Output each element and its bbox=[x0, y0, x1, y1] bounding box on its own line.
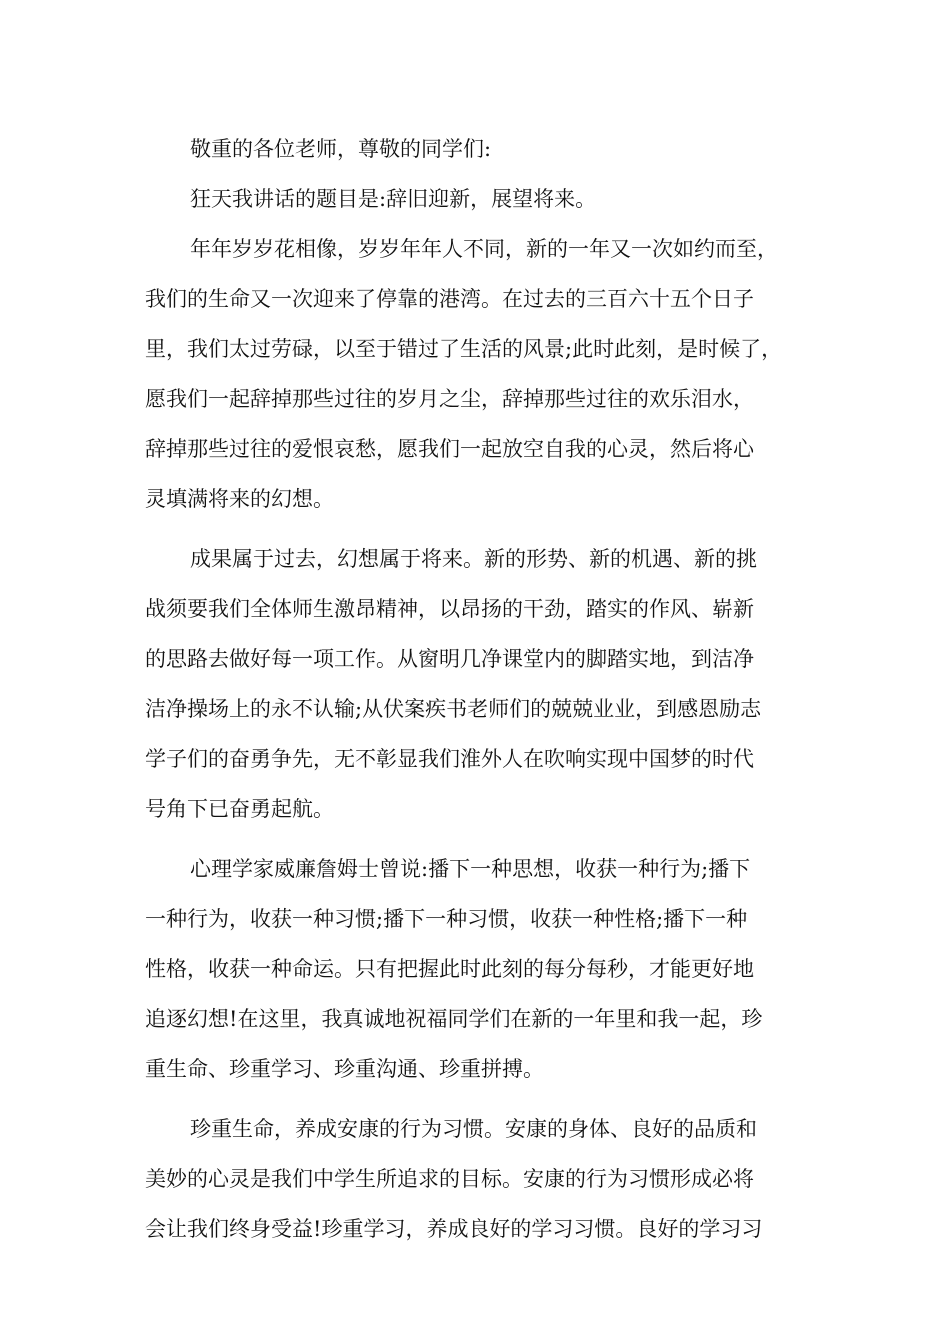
text-line: 年年岁岁花相像，岁岁年年人不同，新的一年又一次如约而至， bbox=[190, 237, 778, 261]
text-line: 的思路去做好每一项工作。从窗明几净课堂内的脚踏实地，到洁净 bbox=[145, 647, 754, 671]
paragraph-3 bbox=[145, 844, 820, 1094]
paragraph-4 bbox=[145, 1104, 820, 1254]
text-line: 美妙的心灵是我们中学生所追求的目标。安康的行为习惯形成必将 bbox=[145, 1167, 754, 1191]
paragraph-spacing bbox=[145, 524, 820, 534]
paragraph-spacing bbox=[145, 834, 820, 844]
text-line: 里，我们太过劳碌，以至于错过了生活的风景;此时此刻，是时候了， bbox=[145, 337, 783, 361]
text-line: 追逐幻想!在这里，我真诚地祝福同学们在新的一年里和我一起，珍 bbox=[145, 1007, 763, 1031]
text-line: 珍重生命，养成安康的行为习惯。安康的身体、良好的品质和 bbox=[190, 1117, 757, 1141]
speech-text bbox=[145, 124, 820, 1254]
text-line: 性格，收获一种命运。只有把握此时此刻的每分每秒，才能更好地 bbox=[145, 957, 754, 981]
text-line: 成果属于过去，幻想属于将来。新的形势、新的机遇、新的挑 bbox=[190, 547, 757, 571]
paragraph-spacing bbox=[145, 1094, 820, 1104]
paragraph-1 bbox=[145, 224, 820, 524]
paragraph-salutation bbox=[145, 124, 820, 174]
text-line: 洁净操场上的永不认输;从伏案疾书老师们的兢兢业业，到感恩励志 bbox=[145, 697, 762, 721]
text-line: 战须要我们全体师生激昂精神，以昂扬的干劲，踏实的作风、崭新 bbox=[145, 597, 754, 621]
text-line: 愿我们一起辞掉那些过往的岁月之尘，辞掉那些过往的欢乐泪水， bbox=[145, 387, 754, 411]
paragraph-2 bbox=[145, 534, 820, 834]
text-line: 心理学家威廉詹姆士曾说:播下一种思想，收获一种行为;播下 bbox=[190, 857, 751, 881]
text-line: 狂天我讲话的题目是:辞旧迎新，展望将来。 bbox=[190, 187, 597, 211]
text-line: 会让我们终身受益!珍重学习，养成良好的学习习惯。良好的学习习 bbox=[145, 1217, 763, 1241]
text-line: 学子们的奋勇争先，无不彰显我们淮外人在吹响实现中国梦的时代 bbox=[145, 747, 754, 771]
text-line: 号角下已奋勇起航。 bbox=[145, 797, 334, 821]
paragraph-topic bbox=[145, 174, 820, 224]
text-line: 一种行为，收获一种习惯;播下一种习惯，收获一种性格;播下一种 bbox=[145, 907, 748, 931]
text-line: 我们的生命又一次迎来了停靠的港湾。在过去的三百六十五个日子 bbox=[145, 287, 754, 311]
text-line: 敬重的各位老师，尊敬的同学们: bbox=[190, 137, 492, 161]
text-line: 灵填满将来的幻想。 bbox=[145, 487, 334, 511]
text-line: 辞掉那些过往的爱恨哀愁，愿我们一起放空自我的心灵，然后将心 bbox=[145, 437, 754, 461]
text-line: 重生命、珍重学习、珍重沟通、珍重拼搏。 bbox=[145, 1057, 544, 1081]
